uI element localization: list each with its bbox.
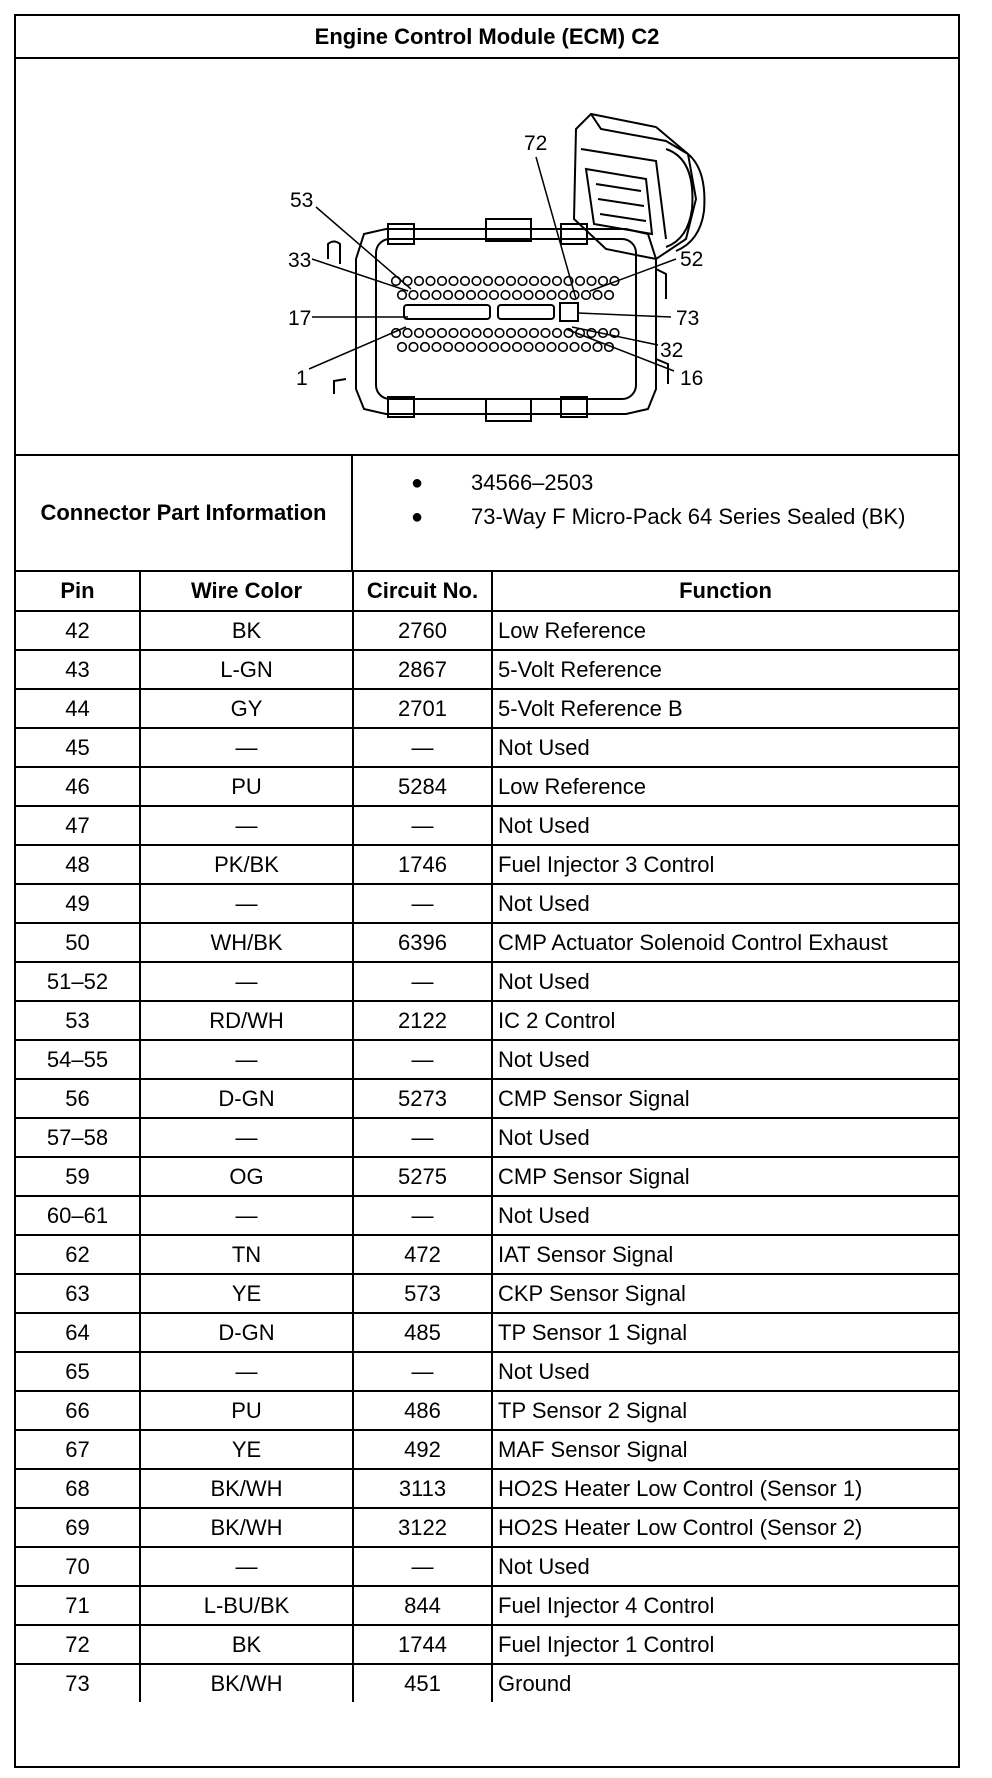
circuit-no-cell: — [353,728,492,767]
pin-hole [536,343,545,352]
wire-color-cell: — [140,806,353,845]
pin-hole [547,291,556,300]
circuit-no-cell: 3113 [353,1469,492,1508]
pin-hole [547,343,556,352]
circuit-no-cell: — [353,1118,492,1157]
table-row [16,1235,958,1274]
pin-hole [570,343,579,352]
circuit-no-cell: 2701 [353,689,492,728]
pin-label-32: 32 [660,339,684,362]
wire-color-cell: TN [140,1235,353,1274]
pin-hole [513,343,522,352]
connector-part-number: ● 34566–2503 [353,466,958,500]
function-cell: Not Used [492,728,958,767]
wire-color-cell: — [140,1118,353,1157]
circuit-no-cell: — [353,962,492,1001]
pin-cell: 68 [16,1469,140,1508]
circuit-no-cell: — [353,1547,492,1586]
pin-hole [484,329,493,338]
circuit-no-cell: 5273 [353,1079,492,1118]
wire-color-cell: BK/WH [140,1508,353,1547]
pin-hole [449,329,458,338]
pin-cell: 67 [16,1430,140,1469]
pin-label-16: 16 [680,367,704,390]
pin-cell: 71 [16,1586,140,1625]
wire-color-cell: BK [140,611,353,650]
pin-hole [495,329,504,338]
pin-cell: 64 [16,1313,140,1352]
table-row [16,1586,958,1625]
pin-hole [444,291,453,300]
pin-cell: 62 [16,1235,140,1274]
pin-hole [449,277,458,286]
table-row [16,767,958,806]
pin-cell: 45 [16,728,140,767]
circuit-no-cell: 472 [353,1235,492,1274]
pin-hole [553,329,562,338]
function-cell: Not Used [492,884,958,923]
wire-color-cell: BK/WH [140,1469,353,1508]
wire-color-cell: — [140,962,353,1001]
circuit-no-cell: — [353,1352,492,1391]
header-pin: Pin [16,572,140,611]
table-row [16,1313,958,1352]
circuit-no-cell: 1744 [353,1625,492,1664]
table-row [16,806,958,845]
wire-color-cell: L-BU/BK [140,1586,353,1625]
circuit-no-cell: 5284 [353,767,492,806]
connector-3d-view [574,114,704,259]
table-row [16,1079,958,1118]
pin-label-1: 1 [296,367,308,390]
circuit-no-cell: 573 [353,1274,492,1313]
table-row [16,923,958,962]
wire-color-cell: — [140,1040,353,1079]
pin-label-17: 17 [288,307,312,330]
function-cell: Not Used [492,1352,958,1391]
pin-hole [490,291,499,300]
pin-hole [398,343,407,352]
circuit-no-cell: 6396 [353,923,492,962]
table-row [16,1118,958,1157]
pin-hole [553,277,562,286]
page-title: Engine Control Module (ECM) C2 [16,16,958,59]
pin-hole [518,277,527,286]
function-cell: CMP Sensor Signal [492,1079,958,1118]
function-cell: MAF Sensor Signal [492,1430,958,1469]
function-cell: Ground [492,1664,958,1702]
function-cell: Fuel Injector 4 Control [492,1586,958,1625]
pin-cell: 44 [16,689,140,728]
pin-hole [559,291,568,300]
pin-hole [593,291,602,300]
pin-hole [432,291,441,300]
function-cell: HO2S Heater Low Control (Sensor 1) [492,1469,958,1508]
pin-cell: 54–55 [16,1040,140,1079]
function-cell: CMP Actuator Solenoid Control Exhaust [492,923,958,962]
pin-hole [507,277,516,286]
pinout-table [16,572,958,1702]
wire-color-cell: — [140,884,353,923]
pin-hole [426,277,435,286]
circuit-no-cell: 492 [353,1430,492,1469]
pin-cell: 63 [16,1274,140,1313]
table-row [16,611,958,650]
wire-color-cell: — [140,1547,353,1586]
function-cell: Low Reference [492,611,958,650]
circuit-no-cell: — [353,884,492,923]
function-cell: IAT Sensor Signal [492,1235,958,1274]
pin-cell: 49 [16,884,140,923]
pin-cell: 66 [16,1391,140,1430]
table-row [16,728,958,767]
wire-color-cell: YE [140,1274,353,1313]
pin-cell: 72 [16,1625,140,1664]
pin-hole [582,291,591,300]
circuit-no-cell: 1746 [353,845,492,884]
pin-label-53: 53 [290,189,314,212]
pin-label-33: 33 [288,249,312,272]
table-row [16,1040,958,1079]
wire-color-cell: WH/BK [140,923,353,962]
pin-hole [605,291,614,300]
circuit-no-cell: 844 [353,1586,492,1625]
function-cell: HO2S Heater Low Control (Sensor 2) [492,1508,958,1547]
wire-color-cell: PU [140,1391,353,1430]
pin-hole [559,343,568,352]
pin-hole [438,277,447,286]
function-cell: TP Sensor 2 Signal [492,1391,958,1430]
pin-cell: 42 [16,611,140,650]
circuit-no-cell: 5275 [353,1157,492,1196]
pin-cell: 65 [16,1352,140,1391]
pin-hole [426,329,435,338]
circuit-no-cell: 485 [353,1313,492,1352]
wire-color-cell: RD/WH [140,1001,353,1040]
pin-cell: 46 [16,767,140,806]
pin-cell: 50 [16,923,140,962]
pin-hole [415,329,424,338]
pin-hole [409,291,418,300]
pin-hole [599,277,608,286]
pin-hole [444,343,453,352]
connector-part-info-list [353,456,958,570]
pin-hole [461,329,470,338]
table-row [16,1469,958,1508]
connector-illustration [16,59,958,456]
table-row [16,884,958,923]
table-row [16,1625,958,1664]
pin-cell: 48 [16,845,140,884]
circuit-no-cell: 2122 [353,1001,492,1040]
bullet-icon: ● [411,506,424,528]
pin-hole [490,343,499,352]
pin-hole [524,343,533,352]
connector-face [356,229,656,414]
wire-color-cell: BK [140,1625,353,1664]
circuit-no-cell: 3122 [353,1508,492,1547]
pin-hole [536,291,545,300]
pin-cell: 56 [16,1079,140,1118]
wire-color-cell: PK/BK [140,845,353,884]
table-row [16,1664,958,1702]
pin-hole [501,291,510,300]
table-row [16,1391,958,1430]
connector-part-information [16,456,958,572]
pin-hole [421,291,430,300]
pin-label-52: 52 [680,248,704,271]
function-cell: TP Sensor 1 Signal [492,1313,958,1352]
function-cell: Fuel Injector 1 Control [492,1625,958,1664]
pin-hole [478,291,487,300]
function-cell: 5-Volt Reference B [492,689,958,728]
pin-hole [587,277,596,286]
wire-color-cell: PU [140,767,353,806]
pin-cell: 53 [16,1001,140,1040]
pin-cell: 43 [16,650,140,689]
pin-hole [495,277,504,286]
pin-hole [576,277,585,286]
wire-color-cell: YE [140,1430,353,1469]
circuit-no-cell: 2867 [353,650,492,689]
wire-color-cell: — [140,1196,353,1235]
wire-color-cell: — [140,1352,353,1391]
wire-color-cell: L-GN [140,650,353,689]
table-row [16,962,958,1001]
table-row [16,1196,958,1235]
pinout-sheet [14,14,960,1768]
pin-hole [472,277,481,286]
pin-hole [593,343,602,352]
function-cell: CMP Sensor Signal [492,1157,958,1196]
pin-hole [524,291,533,300]
pin-hole [438,329,447,338]
pin-hole [518,329,527,338]
wire-color-cell: GY [140,689,353,728]
pin-hole [501,343,510,352]
pin-hole [484,277,493,286]
pin-label-73: 73 [676,307,700,330]
table-row [16,845,958,884]
pin-hole [455,343,464,352]
connector-description: ● 73-Way F Micro-Pack 64 Series Sealed (BK) [353,500,958,534]
wire-color-cell: — [140,728,353,767]
pin-cell: 60–61 [16,1196,140,1235]
header-circuit-no: Circuit No. [353,572,492,611]
pin-hole [432,343,441,352]
circuit-no-cell: 2760 [353,611,492,650]
connector-diagram [16,59,958,456]
pin-hole [421,343,430,352]
pin-cell: 69 [16,1508,140,1547]
pinout-table-body [16,611,958,1702]
pin-cell: 70 [16,1547,140,1586]
pin-hole [530,277,539,286]
pin-hole [541,329,550,338]
circuit-no-cell: — [353,1196,492,1235]
wire-color-cell: OG [140,1157,353,1196]
table-row [16,1274,958,1313]
table-row [16,1001,958,1040]
function-cell: Fuel Injector 3 Control [492,845,958,884]
function-cell: 5-Volt Reference [492,650,958,689]
function-cell: Low Reference [492,767,958,806]
table-row [16,1430,958,1469]
circuit-no-cell: 451 [353,1664,492,1702]
pin-hole [541,277,550,286]
pin-label-72: 72 [524,132,548,155]
pin-hole [409,343,418,352]
circuit-no-cell: — [353,1040,492,1079]
pin-cell: 59 [16,1157,140,1196]
pin-hole [467,343,476,352]
function-cell: Not Used [492,962,958,1001]
header-function: Function [492,572,958,611]
circuit-no-cell: — [353,806,492,845]
pin-hole [398,291,407,300]
pin-cell: 47 [16,806,140,845]
table-header-row [16,572,958,611]
function-cell: Not Used [492,806,958,845]
pin-hole [472,329,481,338]
pin-hole [455,291,464,300]
table-row [16,650,958,689]
table-row [16,1157,958,1196]
pin-hole [530,329,539,338]
pin-hole [582,343,591,352]
pin-hole [513,291,522,300]
pin-hole [403,329,412,338]
wire-color-cell: D-GN [140,1313,353,1352]
header-wire-color: Wire Color [140,572,353,611]
circuit-no-cell: 486 [353,1391,492,1430]
function-cell: Not Used [492,1196,958,1235]
table-row [16,1508,958,1547]
function-cell: IC 2 Control [492,1001,958,1040]
leader-lines [309,157,676,371]
bullet-icon: ● [411,472,424,494]
table-row [16,689,958,728]
table-row [16,1547,958,1586]
wire-color-cell: D-GN [140,1079,353,1118]
pin-cell: 57–58 [16,1118,140,1157]
function-cell: Not Used [492,1040,958,1079]
pin-hole [461,277,470,286]
pin-hole [507,329,516,338]
pin-hole [478,343,487,352]
pin-hole [415,277,424,286]
pin-hole [467,291,476,300]
connector-part-info-label: Connector Part Information [16,456,353,570]
pin-cell: 51–52 [16,962,140,1001]
function-cell: Not Used [492,1547,958,1586]
pin-cell: 73 [16,1664,140,1702]
wire-color-cell: BK/WH [140,1664,353,1702]
table-row [16,1352,958,1391]
function-cell: CKP Sensor Signal [492,1274,958,1313]
function-cell: Not Used [492,1118,958,1157]
